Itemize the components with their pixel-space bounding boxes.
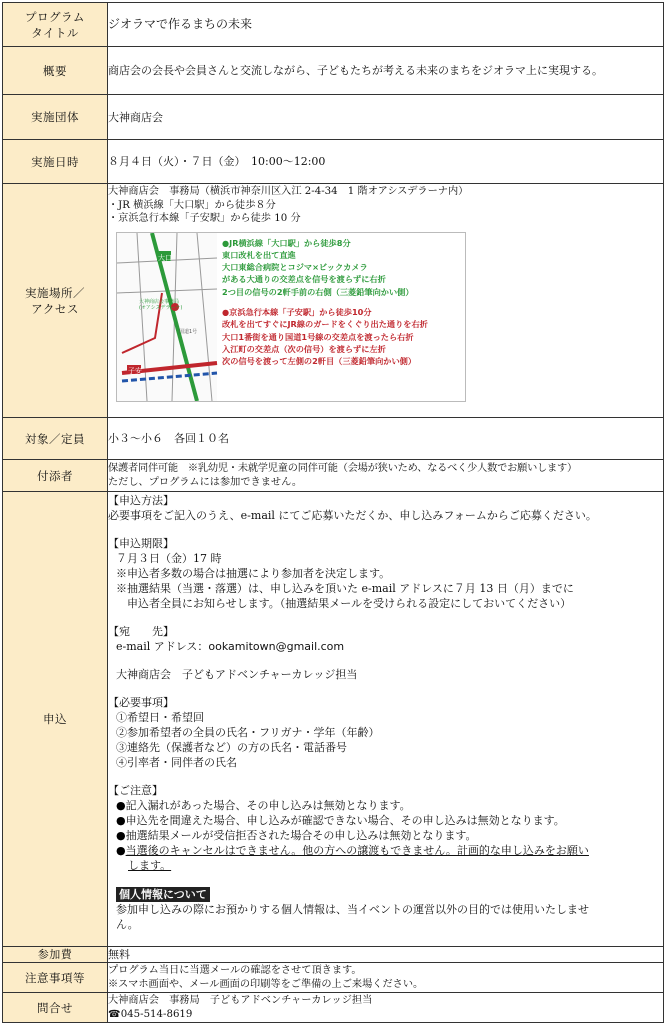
map-label-koyasu: 子安 <box>128 366 142 375</box>
notes-line: ※スマホ画面や、メール画面の印刷等をご準備の上ご来場ください。 <box>108 978 424 990</box>
apply-label: 申込 <box>3 492 108 947</box>
label-line: タイトル <box>31 25 79 40</box>
notice-item: ●記入漏れがあった場合、その申し込みは無効となります。 <box>116 799 411 812</box>
access-line: ・JR 横浜線「大口駅」から徒歩８分 <box>108 199 276 211</box>
deadline-text: ７月３日（金）17 時 <box>116 552 222 565</box>
notice-item: ●当選後のキャンセルはできません。他の方への譲渡もできません。計画的な申し込みをお願い <box>116 844 589 857</box>
direction-line: 大口1番街を通り国道1号線の交差点を渡ったら右折 <box>222 331 414 342</box>
notes-label: 注意事項等 <box>3 963 108 993</box>
bullet-icon: ● <box>116 799 126 812</box>
privacy-text: 参加申し込みの際にお預かりする個人情報は、当イベントの運営以外の目的では使用いたしませ <box>116 903 589 916</box>
direction-line: ●京浜急行本線「子安駅」から徒歩10分 <box>222 306 372 317</box>
fee-value: 無料 <box>108 947 664 963</box>
direction-line: 大口東総合病院とコジマ×ビックカメラ <box>222 262 368 273</box>
guardian-line: 保護者同伴可能 ※乳幼児・未就学児童の同伴可能（会場が狭いため、なるべく少人数でお願いします） <box>108 463 577 474</box>
email-line <box>108 639 663 654</box>
map-label-kokudo: 国道1号 <box>179 328 198 335</box>
date-value: ８月４日（火）・７日（金） 10:00～12:00 <box>108 140 664 184</box>
notes-value <box>108 963 664 993</box>
map-label-shop: 大神商店会事務局 (オアシスデラーナ) <box>139 298 183 311</box>
method-text: 必要事項をご記入のうえ、e-mail にてご応募いただくか、申し込みフォームからご応募ください。 <box>108 509 597 522</box>
deadline-note: ※申込者多数の場合は抽選により参加者を決定します。 <box>116 567 391 580</box>
notes-line: プログラム当日に当選メールの確認をさせて頂きます。 <box>108 965 362 976</box>
deadline-heading: 【申込期限】 <box>108 537 174 550</box>
bullet-icon: ● <box>116 844 126 857</box>
inquiry-label: 問合せ <box>3 993 108 1023</box>
address-line: 大神商店会 事務局（横浜市神奈川区入江 2-4-34 1 階オアシスデラーナ内） <box>108 186 469 197</box>
inquiry-line: 大神商店会 事務局 子どもアドベンチャーカレッジ担当 <box>108 995 373 1006</box>
phone-number[interactable]: ☎045-514-8619 <box>108 1008 193 1020</box>
to-heading: 【宛 先】 <box>108 625 174 638</box>
direction-line: 次の信号を渡って左側の2軒目（三菱鉛筆向かい側） <box>222 356 417 367</box>
map-label-oguchi: 大口 <box>158 253 172 262</box>
deadline-note: ※抽選結果（当選・落選）は、申し込みを頂いた e-mail アドレスに７月 13 日（月）までに <box>116 582 574 595</box>
direction-line: 入江町の交差点（次の信号）を渡らずに左折 <box>222 343 386 354</box>
date-label: 実施日時 <box>3 140 108 184</box>
inquiry-value <box>108 993 664 1023</box>
guardian-label: 付添者 <box>3 460 108 492</box>
notice-continuation: します。 <box>128 859 172 872</box>
access-line: ・京浜急行本線「子安駅」から徒歩 10 分 <box>108 213 301 224</box>
apply-value <box>108 492 664 947</box>
method-heading: 【申込方法】 <box>108 494 174 507</box>
requirement-item: ①希望日・希望回 <box>116 711 204 724</box>
requirement-item: ②参加希望者の全員の氏名・フリガナ・学年（年齢） <box>116 726 380 739</box>
program-title-value: ジオラマで作るまちの未来 <box>108 3 664 47</box>
overview-value: 商店会の会長や会員さんと交流しながら、子どもたちが考える未来のまちをジオラマ上に実現する。 <box>108 47 664 95</box>
deadline-note: 申込者全員にお知らせします。（抽選結果メールを受けられる設定にしておいてください） <box>116 597 572 610</box>
org-label: 実施団体 <box>3 95 108 140</box>
program-title-label <box>3 3 108 47</box>
requirement-item: ③連絡先（保護者など）の方の氏名・電話番号 <box>116 741 347 754</box>
place-value <box>108 184 664 418</box>
guardian-line: ただし、プログラムには参加できません。 <box>108 476 303 488</box>
direction-line: がある大通りの交差点を信号を渡らずに右折 <box>222 274 386 285</box>
access-map <box>116 232 466 402</box>
place-label <box>3 184 108 418</box>
guardian-value <box>108 460 664 492</box>
label-line: プログラム <box>25 9 85 24</box>
requirements-heading: 【必要事項】 <box>108 696 174 709</box>
email-link[interactable]: ookamitown@gmail.com <box>208 640 345 653</box>
requirement-item: ④引率者・同伴者の氏名 <box>116 756 237 769</box>
map-directions <box>222 237 428 368</box>
email-label: e-mail アドレス： <box>116 640 209 653</box>
program-table <box>2 2 664 1023</box>
notice-item: ●申込先を間違えた場合、申し込みが確認できない場合、その申し込みは無効となります。 <box>116 814 565 827</box>
target-label: 対象／定員 <box>3 418 108 460</box>
label-line: アクセス <box>31 301 79 316</box>
privacy-heading-wrap <box>108 887 663 902</box>
direction-line: 改札を出てすぐにJR線のガードをくぐり出た通りを右折 <box>222 319 428 330</box>
overview-label: 概要 <box>3 47 108 95</box>
privacy-text: ん。 <box>116 918 139 931</box>
direction-line: 東口改札を出て直進 <box>222 249 296 260</box>
fee-label: 参加費 <box>3 947 108 963</box>
label-line: 実施場所／ <box>25 285 85 300</box>
org-value: 大神商店会 <box>108 95 664 140</box>
bullet-icon: ● <box>116 829 126 842</box>
direction-line: ●JR横浜線「大口駅」から徒歩8分 <box>222 237 351 248</box>
direction-line: 2つ目の信号の2軒手前の右側（三菱鉛筆向かい側） <box>222 286 414 297</box>
notice-heading: 【ご注意】 <box>108 784 163 797</box>
bullet-icon: ● <box>116 814 126 827</box>
contact-person: 大神商店会 子どもアドベンチャーカレッジ担当 <box>116 668 358 681</box>
privacy-heading: 個人情報について <box>116 887 210 902</box>
notice-item: ●抽選結果メールが受信拒否された場合その申し込みは無効となります。 <box>116 829 477 842</box>
target-value: 小３～小６ 各回１０名 <box>108 418 664 460</box>
